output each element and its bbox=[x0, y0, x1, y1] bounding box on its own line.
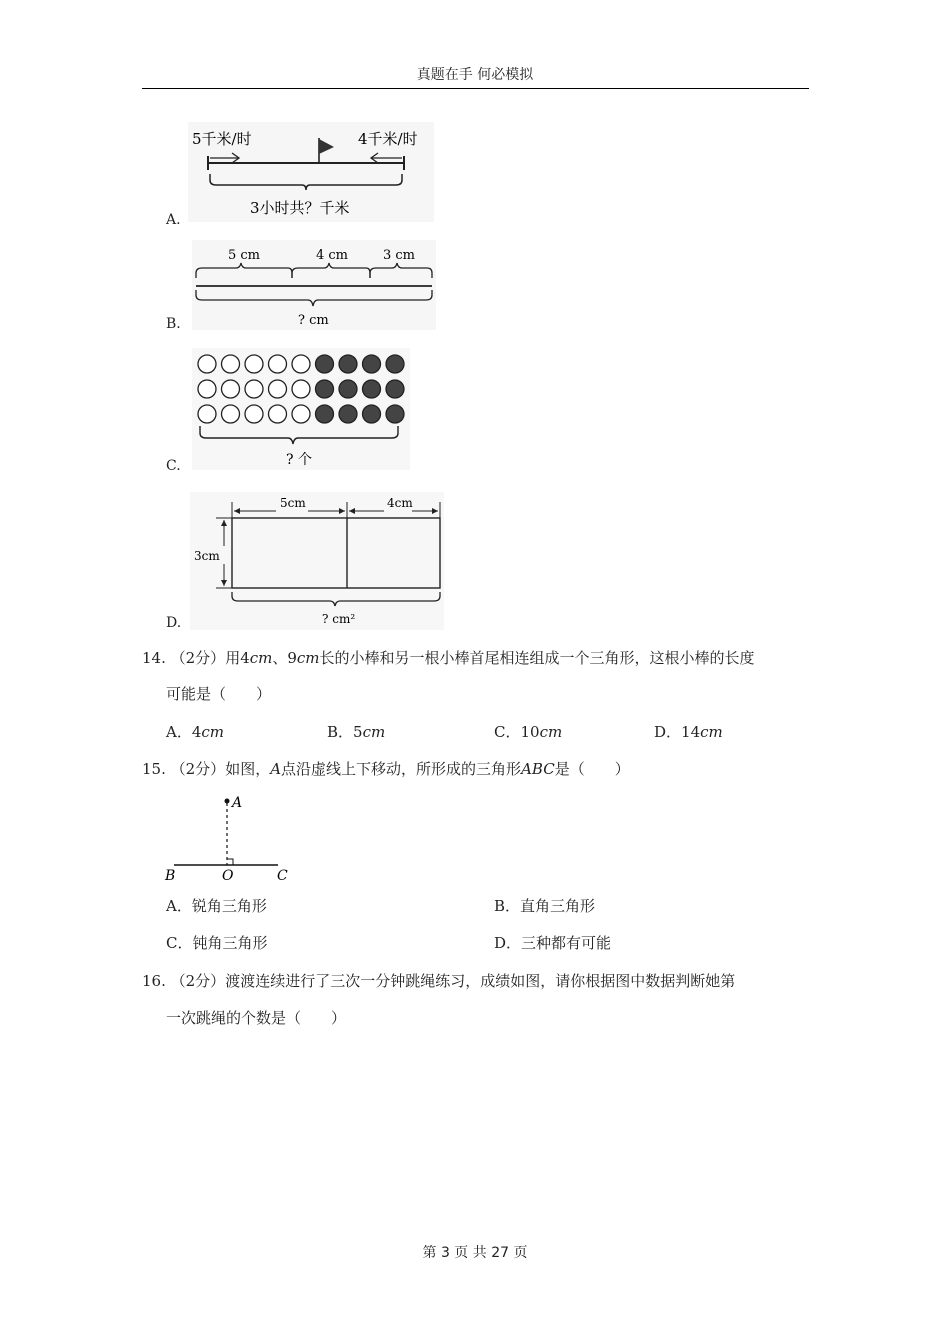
q14-line2: 可能是（ ） bbox=[166, 685, 272, 703]
figure-a-right-speed: 4千米/时 bbox=[358, 130, 418, 148]
filled-dot bbox=[363, 355, 381, 373]
q14-text-a: 用4 bbox=[225, 649, 250, 667]
q14-option-c: C．10cm bbox=[494, 723, 563, 741]
header-divider bbox=[142, 88, 809, 89]
q15-text-c: 是（ ） bbox=[554, 760, 630, 778]
figure-b-seg2-label: 4 cm bbox=[316, 248, 349, 263]
q16-score: （2分） bbox=[170, 972, 226, 990]
hollow-dot bbox=[198, 380, 216, 398]
figure-c-dot-array bbox=[192, 348, 410, 470]
figure-c-question: ? 个 bbox=[286, 452, 312, 468]
hollow-dot bbox=[245, 405, 263, 423]
right-angle-mark bbox=[227, 859, 233, 865]
filled-dot bbox=[386, 355, 404, 373]
filled-dot bbox=[316, 405, 334, 423]
hollow-dot bbox=[222, 405, 240, 423]
page-footer: 第 3 页 共 27 页 bbox=[422, 1245, 528, 1261]
q15-option-a: A．锐角三角形 bbox=[166, 897, 267, 915]
q14-unit1: cm bbox=[249, 649, 273, 667]
figure-d-question: ? cm² bbox=[322, 612, 356, 626]
q15-var-a: A bbox=[270, 760, 282, 778]
q15-text-a: 如图， bbox=[225, 760, 271, 778]
filled-dot bbox=[386, 405, 404, 423]
filled-dot bbox=[339, 355, 357, 373]
filled-dot bbox=[316, 355, 334, 373]
hollow-dot bbox=[222, 355, 240, 373]
figure-b-seg3-label: 3 cm bbox=[383, 248, 416, 263]
label-b: B bbox=[165, 868, 176, 884]
figure-a-left-speed: 5千米/时 bbox=[192, 130, 252, 148]
q15-option-b: B．直角三角形 bbox=[494, 897, 596, 915]
q14-option-d: D．14cm bbox=[654, 723, 723, 741]
q14-text-b: 、9 bbox=[272, 649, 297, 667]
filled-dot bbox=[339, 380, 357, 398]
q15-option-d: D．三种都有可能 bbox=[494, 934, 612, 952]
q16-number: 16. bbox=[142, 972, 166, 990]
q14-score: （2分） bbox=[170, 649, 226, 667]
point-a bbox=[225, 799, 230, 804]
q15-line1 bbox=[142, 759, 630, 779]
q14-text-c: 长的小棒和另一根小棒首尾相连组成一个三角形，这根小棒的长度 bbox=[319, 649, 755, 667]
figure-d-width1-label: 5cm bbox=[280, 496, 306, 510]
dot-grid bbox=[198, 355, 404, 423]
figure-b-seg1-label: 5 cm bbox=[228, 248, 261, 263]
q16-line1 bbox=[142, 971, 735, 991]
hollow-dot bbox=[269, 380, 287, 398]
q15-number: 15. bbox=[142, 760, 166, 778]
q14-option-a: A．4cm bbox=[166, 723, 225, 741]
filled-dot bbox=[339, 405, 357, 423]
hollow-dot bbox=[292, 355, 310, 373]
option-c-letter: C. bbox=[166, 458, 181, 474]
page-header: 真题在手 何必模拟 bbox=[416, 67, 534, 83]
hollow-dot bbox=[292, 380, 310, 398]
hollow-dot bbox=[245, 355, 263, 373]
option-b-letter: B. bbox=[166, 316, 181, 332]
option-d-letter: D. bbox=[166, 615, 182, 631]
hollow-dot bbox=[198, 405, 216, 423]
q16-text-line1: 渡渡连续进行了三次一分钟跳绳练习，成绩如图，请你根据图中数据判断她第 bbox=[225, 972, 736, 990]
q15-var-abc: ABC bbox=[521, 760, 555, 778]
q15-figure bbox=[160, 790, 300, 886]
q15-text-b: 点沿虚线上下移动，所形成的三角形 bbox=[281, 760, 522, 778]
q15-option-c: C．钝角三角形 bbox=[166, 934, 268, 952]
filled-dot bbox=[386, 380, 404, 398]
filled-dot bbox=[363, 380, 381, 398]
option-a-letter: A. bbox=[166, 212, 181, 228]
figure-a-question: 3小时共？千米 bbox=[250, 199, 350, 217]
hollow-dot bbox=[222, 380, 240, 398]
figure-d-height-label: 3cm bbox=[194, 549, 220, 563]
filled-dot bbox=[363, 405, 381, 423]
figure-d-width2-label: 4cm bbox=[387, 496, 413, 510]
q15-score: （2分） bbox=[170, 760, 226, 778]
q14-option-b: B．5cm bbox=[327, 723, 386, 741]
label-o: O bbox=[222, 868, 234, 884]
q14-line1 bbox=[142, 648, 755, 668]
figure-b-segment-diagram bbox=[192, 240, 436, 330]
hollow-dot bbox=[198, 355, 216, 373]
q16-line2: 一次跳绳的个数是（ ） bbox=[166, 1009, 347, 1027]
hollow-dot bbox=[245, 380, 263, 398]
figure-a-travel-diagram bbox=[188, 122, 434, 222]
label-c: C bbox=[277, 868, 288, 884]
figure-b-question: ? cm bbox=[298, 313, 329, 328]
hollow-dot bbox=[269, 405, 287, 423]
label-a: A bbox=[232, 795, 243, 811]
q14-unit2: cm bbox=[296, 649, 320, 667]
figure-d-background bbox=[190, 492, 444, 630]
filled-dot bbox=[316, 380, 334, 398]
hollow-dot bbox=[269, 355, 287, 373]
hollow-dot bbox=[292, 405, 310, 423]
q14-number: 14. bbox=[142, 649, 166, 667]
figure-d-rectangle-diagram bbox=[190, 492, 444, 630]
